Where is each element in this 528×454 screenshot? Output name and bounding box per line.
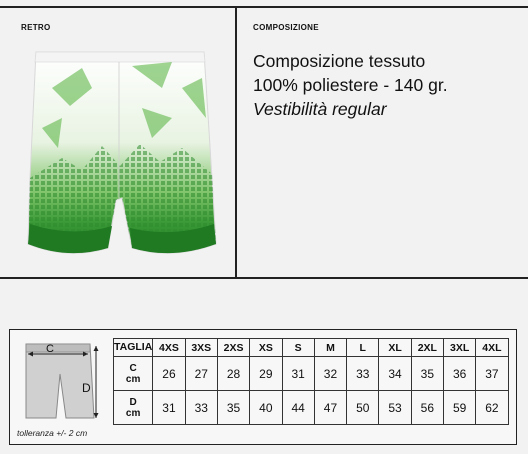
- table-cell: 29: [250, 357, 282, 391]
- diagram-label-c: C: [46, 343, 54, 355]
- table-cell: 44: [282, 391, 314, 425]
- size-header-cell: 3XS: [185, 339, 217, 357]
- row-label-d-letter: D: [129, 396, 137, 408]
- size-header-cell: 4XS: [153, 339, 185, 357]
- section-label-retro: RETRO: [21, 23, 51, 32]
- vertical-divider: [235, 7, 237, 278]
- size-header-cell: XS: [250, 339, 282, 357]
- table-cell: 47: [314, 391, 346, 425]
- table-cell: 33: [185, 391, 217, 425]
- composition-material: 100% poliestere - 140 gr.: [253, 75, 448, 95]
- table-cell: 40: [250, 391, 282, 425]
- composition-text: [253, 49, 448, 121]
- composition-fit: Vestibilità regular: [253, 99, 387, 119]
- table-cell: 27: [185, 357, 217, 391]
- row-label-c-unit: cm: [125, 373, 141, 385]
- size-header-cell: 3XL: [443, 339, 475, 357]
- composition-fabric: Composizione tessuto: [253, 51, 426, 71]
- table-cell: 50: [347, 391, 379, 425]
- table-cell: 26: [153, 357, 185, 391]
- size-header-label: TAGLIA: [114, 339, 153, 357]
- size-header-cell: XL: [379, 339, 411, 357]
- table-cell: 53: [379, 391, 411, 425]
- size-header-cell: L: [347, 339, 379, 357]
- top-divider: [0, 6, 528, 8]
- size-diagram: [16, 336, 108, 426]
- table-cell: 62: [476, 391, 508, 425]
- table-cell: 56: [411, 391, 443, 425]
- table-cell: 59: [443, 391, 475, 425]
- size-header-cell: M: [314, 339, 346, 357]
- size-header-cell: 2XS: [217, 339, 249, 357]
- table-cell: 33: [347, 357, 379, 391]
- table-cell: 32: [314, 357, 346, 391]
- table-cell: 34: [379, 357, 411, 391]
- table-cell: 28: [217, 357, 249, 391]
- tolerance-note: tolleranza +/- 2 cm: [17, 428, 88, 438]
- size-header-cell: S: [282, 339, 314, 357]
- table-cell: 35: [217, 391, 249, 425]
- size-row-c: [114, 357, 509, 391]
- table-cell: 31: [153, 391, 185, 425]
- size-header-cell: 4XL: [476, 339, 508, 357]
- row-label-d: [114, 391, 153, 425]
- row-label-c-letter: C: [129, 362, 137, 374]
- size-table: [113, 338, 509, 425]
- table-cell: 31: [282, 357, 314, 391]
- table-cell: 35: [411, 357, 443, 391]
- middle-divider: [0, 277, 528, 279]
- shorts-back-image: [22, 48, 218, 260]
- section-label-composizione: COMPOSIZIONE: [253, 23, 319, 32]
- size-row-d: [114, 391, 509, 425]
- row-label-c: [114, 357, 153, 391]
- size-header-row: [114, 339, 509, 357]
- diagram-label-d: D: [82, 381, 91, 395]
- table-cell: 37: [476, 357, 508, 391]
- row-label-d-unit: cm: [125, 407, 141, 419]
- size-header-cell: 2XL: [411, 339, 443, 357]
- table-cell: 36: [443, 357, 475, 391]
